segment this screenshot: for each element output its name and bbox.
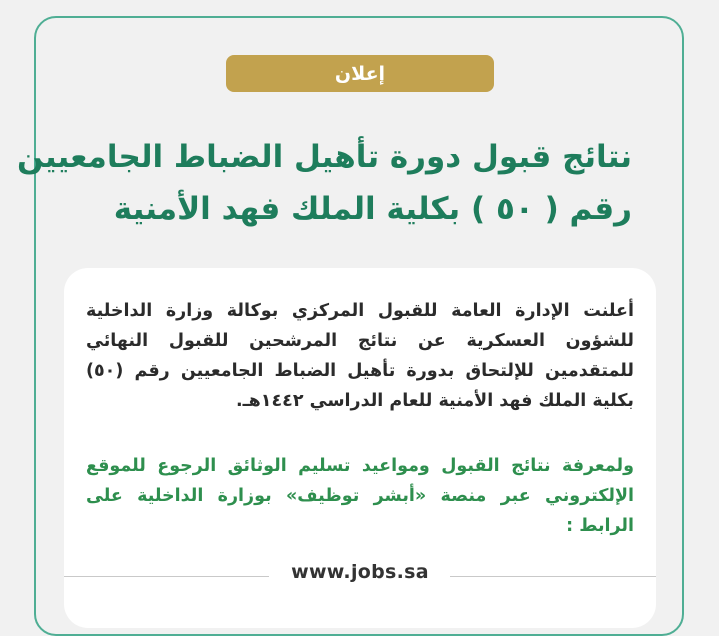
title-line-1: نتائج قبول دورة تأهيل الضباط الجامعيين [16,139,632,175]
website-link[interactable]: www.jobs.sa [291,561,429,583]
url-divider-right [450,576,656,577]
announcement-paragraph: أعلنت الإدارة العامة للقبول المركزي بوكالة وزارة الداخلية للشؤون العسكرية عن نتائج المرشحين للقبول النهائي للمتقدمين للإلتحاق بدورة تأهيل الضباط الجامعيين رقم (٥٠) بكلية الملك فهد الأمنية للعام الدراسي ١٤٤٢هـ. [86,301,634,411]
instructions-paragraph: ولمعرفة نتائج القبول ومواعيد تسليم الوثائق الرجوع للموقع الإلكتروني عبر منصة «أبشر توظيف» بوزارة الداخلية على الرابط : [86,456,634,536]
announcement-badge: إعلان [226,55,494,92]
url-divider-left [64,576,269,577]
title-line-2: رقم ( ٥٠ ) بكلية الملك فهد الأمنية [113,191,632,227]
